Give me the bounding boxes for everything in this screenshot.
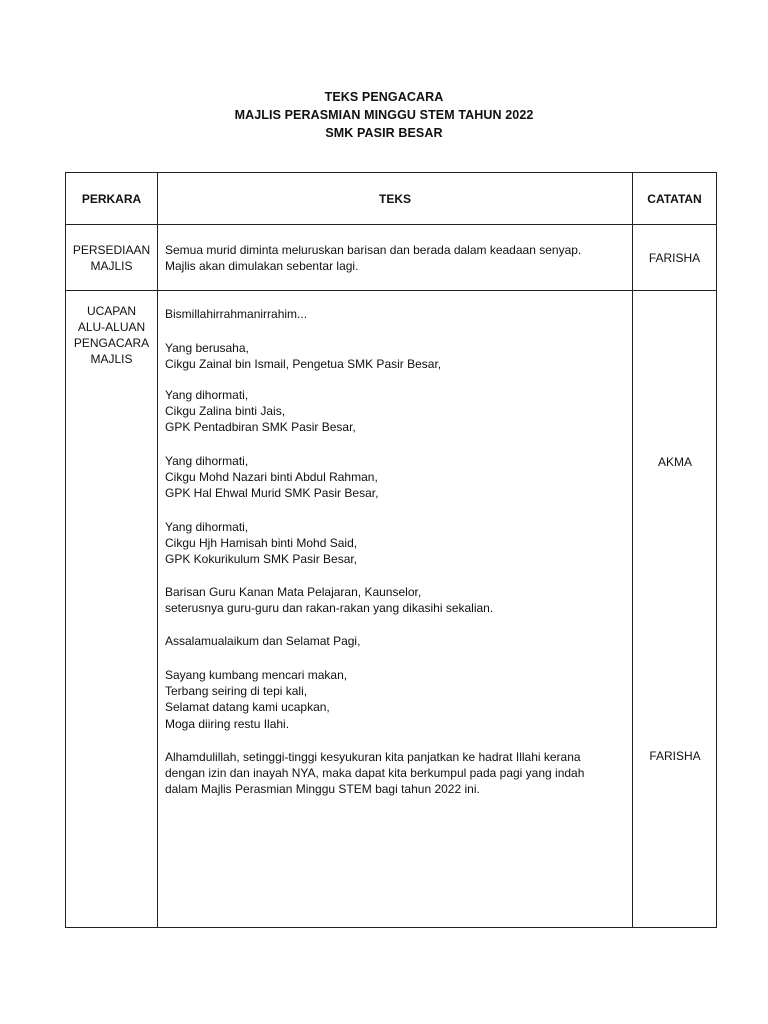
script-table — [65, 172, 717, 928]
teks-line: Yang dihormati, — [165, 520, 249, 534]
table-header-row — [66, 173, 717, 225]
teks-line: Cikgu Zalina binti Jais, — [165, 404, 286, 419]
teks-line: Semua murid diminta meluruskan barisan dan berada dalam keadaan senyap. — [165, 242, 582, 257]
teks-line: seterusnya guru-guru dan rakan-rakan yang dikasihi sekalian. — [165, 601, 494, 616]
document-title: TEKS PENGACARA — [324, 90, 444, 104]
teks-paragraph — [165, 519, 357, 568]
catatan-farisha: FARISHA — [649, 749, 701, 763]
teks-cell — [158, 225, 633, 291]
teks-line: Yang dihormati, — [165, 388, 249, 402]
teks-line: Selamat datang kami ucapkan, — [165, 700, 330, 715]
teks-paragraph — [165, 340, 441, 372]
teks-line: Assalamualaikum dan Selamat Pagi, — [165, 634, 361, 648]
teks-line: GPK Kokurikulum SMK Pasir Besar, — [165, 552, 358, 567]
table-row — [66, 291, 717, 928]
teks-line: Yang dihormati, — [165, 454, 249, 468]
teks-paragraph — [165, 749, 584, 798]
perkara-line: UCAPAN — [86, 304, 137, 318]
teks-paragraph — [165, 633, 360, 649]
perkara-line: PENGACARA — [73, 336, 150, 350]
teks-paragraph — [165, 387, 356, 436]
teks-line: GPK Pentadbiran SMK Pasir Besar, — [165, 420, 356, 435]
teks-paragraph — [165, 453, 378, 502]
event-title: MAJLIS PERASMIAN MINGGU STEM TAHUN 2022 — [234, 108, 534, 122]
teks-paragraph — [165, 306, 307, 322]
column-header-perkara: PERKARA — [66, 173, 158, 225]
teks-line: Yang berusaha, — [165, 341, 249, 355]
teks-paragraph — [165, 584, 493, 616]
teks-line: Majlis akan dimulakan sebentar lagi. — [165, 258, 359, 273]
teks-cell — [158, 291, 633, 928]
teks-line: Cikgu Mohd Nazari binti Abdul Rahman, — [165, 470, 378, 485]
teks-line: dengan izin dan inayah NYA, maka dapat kita berkumpul pada pagi yang indah — [165, 766, 585, 781]
teks-line: Barisan Guru Kanan Mata Pelajaran, Kaunselor, — [165, 585, 422, 599]
perkara-line: MAJLIS — [90, 352, 133, 366]
teks-line: GPK Hal Ehwal Murid SMK Pasir Besar, — [165, 486, 379, 501]
teks-line: Alhamdulillah, setinggi-tinggi kesyukuran kita panjatkan ke hadrat Illahi kerana — [165, 750, 581, 764]
teks-line: Terbang seiring di tepi kali, — [165, 684, 308, 699]
school-name: SMK PASIR BESAR — [325, 126, 443, 140]
column-header-catatan: CATATAN — [633, 173, 717, 225]
teks-line: Cikgu Zainal bin Ismail, Pengetua SMK Pasir Besar, — [165, 357, 442, 372]
perkara-cell — [66, 291, 158, 928]
table-row — [66, 225, 717, 291]
teks-line: Bismillahirrahmanirrahim... — [165, 307, 308, 321]
perkara-cell — [66, 225, 158, 291]
perkara-line: PERSEDIAAN — [72, 242, 151, 257]
catatan-akma: AKMA — [657, 455, 692, 469]
perkara-line: MAJLIS — [90, 258, 133, 273]
perkara-line: ALU-ALUAN — [77, 320, 146, 334]
catatan-cell — [633, 291, 717, 928]
teks-line: Moga diiring restu Ilahi. — [165, 716, 290, 731]
teks-line: dalam Majlis Perasmian Minggu STEM bagi tahun 2022 ini. — [165, 782, 480, 797]
catatan-cell: FARISHA — [633, 225, 717, 291]
teks-line: Sayang kumbang mencari makan, — [165, 668, 348, 682]
pantun-paragraph — [165, 667, 347, 732]
teks-line: Cikgu Hjh Hamisah binti Mohd Said, — [165, 536, 358, 551]
column-header-teks: TEKS — [158, 173, 633, 225]
